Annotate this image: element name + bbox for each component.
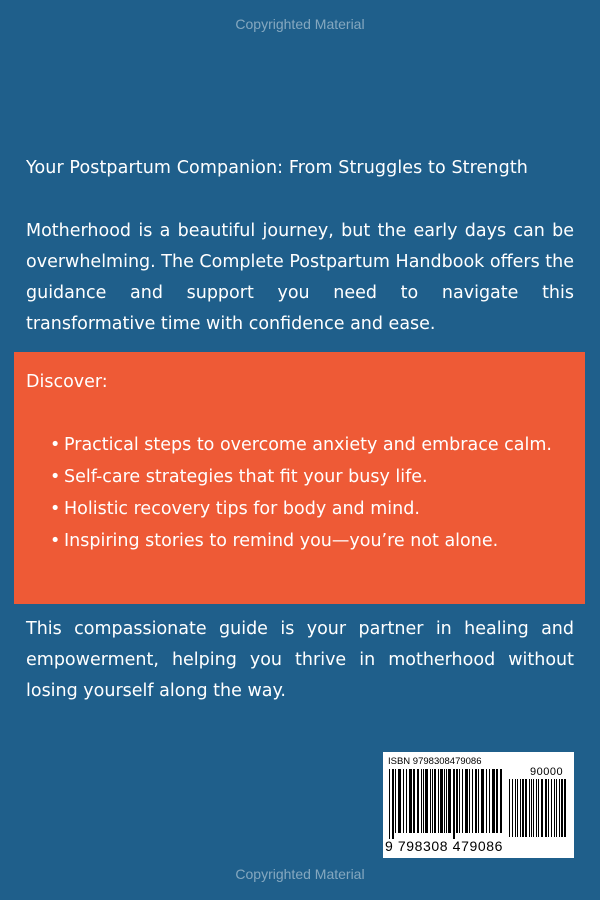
closing-paragraph: This compassionate guide is your partner in healing and empowerment, helping you thrive in motherhood without losing yourself along the way. [26,619,574,701]
price-code: 90000 [530,766,564,778]
barcode-addon-bars [509,779,569,839]
discover-heading: Discover: [26,372,108,392]
watermark-top: Copyrighted Material [235,16,365,32]
discover-box [14,352,585,604]
watermark-bottom: Copyrighted Material [235,866,365,882]
isbn-label: ISBN 9798308479086 [388,756,482,767]
list-item: • Self-care strategies that fit your busy life. [50,462,570,492]
tagline: Your Postpartum Companion: From Struggles to Strength [26,158,528,178]
barcode-bars [389,769,505,839]
intro-paragraph: Motherhood is a beautiful journey, but the early days can be overwhelming. The Complete Postpartum Handbook offers the guidance and support you need to navigate this transformative time with confidence and ease. [26,221,574,334]
list-item: • Inspiring stories to remind you—you’re not alone. [50,526,570,556]
isbn-barcode [383,752,574,858]
barcode-digits: 9 798308 479086 [385,838,503,854]
discover-list [50,430,570,558]
list-item: • Holistic recovery tips for body and mind. [50,494,570,524]
list-item: • Practical steps to overcome anxiety and embrace calm. [50,430,570,460]
